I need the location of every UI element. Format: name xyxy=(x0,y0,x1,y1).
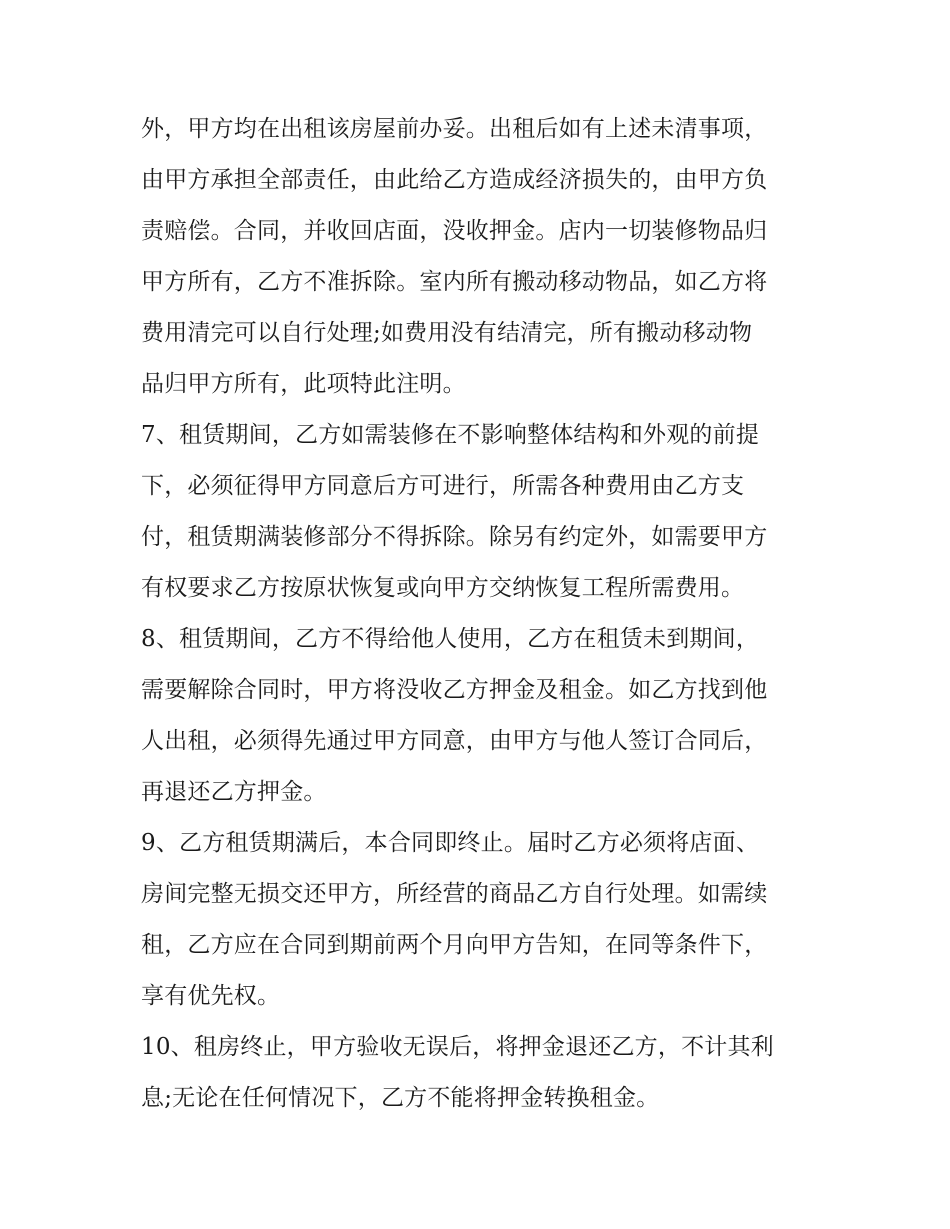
text-line: 付，租赁期满装修部分不得拆除。除另有约定外，如需要甲方 xyxy=(141,524,768,550)
text-line: 人出租，必须得先通过甲方同意，由甲方与他人签订合同后， xyxy=(141,728,768,754)
clause-10-line: 10、租房终止，甲方验收无误后，将押金退还乙方，不计其利 xyxy=(141,1034,774,1060)
text-line: 责赔偿。合同，并收回店面，没收押金。店内一切装修物品归 xyxy=(141,218,768,244)
text-line: 需要解除合同时，甲方将没收乙方押金及租金。如乙方找到他 xyxy=(141,677,768,703)
text-line: 甲方所有，乙方不准拆除。室内所有搬动移动物品，如乙方将 xyxy=(141,269,768,295)
text-line: 租，乙方应在合同到期前两个月向甲方告知，在同等条件下， xyxy=(141,932,768,958)
text-line: 再退还乙方押金。 xyxy=(141,779,327,805)
clause-9-line: 9、乙方租赁期满后，本合同即终止。届时乙方必须将店面、 xyxy=(141,830,760,856)
text-line: 有权要求乙方按原状恢复或向甲方交纳恢复工程所需费用。 xyxy=(141,575,745,601)
text-line: 享有优先权。 xyxy=(141,983,281,1009)
clause-8-line: 8、租赁期间，乙方不得给他人使用，乙方在租赁未到期间， xyxy=(141,626,760,652)
text-line: 息;无论在任何情况下，乙方不能将押金转换租金。 xyxy=(141,1085,660,1111)
text-line: 外，甲方均在出租该房屋前办妥。出租后如有上述未清事项， xyxy=(141,116,768,142)
document-body xyxy=(141,104,821,1124)
clause-7-line: 7、租赁期间，乙方如需装修在不影响整体结构和外观的前提 xyxy=(141,422,760,448)
text-line: 费用清完可以自行处理;如费用没有结清完，所有搬动移动物 xyxy=(141,320,753,346)
text-line: 房间完整无损交还甲方，所经营的商品乙方自行处理。如需续 xyxy=(141,881,768,907)
text-line: 下，必须征得甲方同意后方可进行，所需各种费用由乙方支 xyxy=(141,473,745,499)
text-line: 由甲方承担全部责任，由此给乙方造成经济损失的，由甲方负 xyxy=(141,167,768,193)
text-line: 品归甲方所有，此项特此注明。 xyxy=(141,371,466,397)
